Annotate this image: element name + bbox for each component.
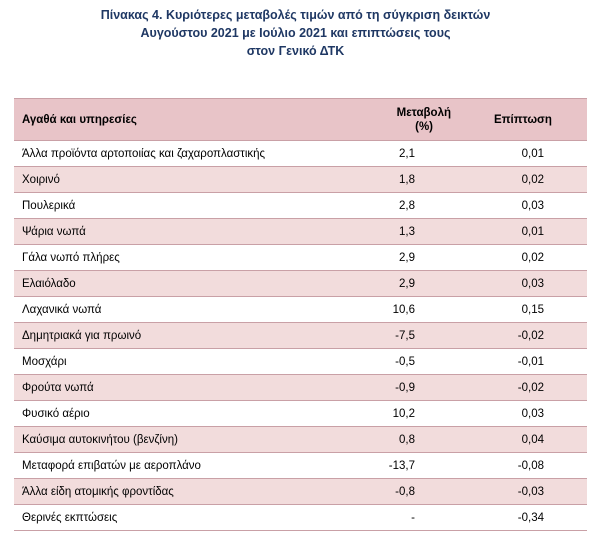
row-change-value: 1,8: [359, 167, 459, 193]
table-row: [14, 245, 587, 271]
row-impact-value: -0,03: [459, 479, 587, 505]
table-row: [14, 323, 587, 349]
row-impact-value: -0,02: [459, 375, 587, 401]
header-change-unit: (%): [415, 120, 433, 133]
row-item-name: Γάλα νωπό πλήρες: [14, 245, 359, 271]
caption-line-2: Αυγούστου 2021 με Ιούλιο 2021 και επιπτώσεις τους: [140, 26, 451, 40]
row-change-value: -13,7: [359, 453, 459, 479]
row-item-name: Ψάρια νωπά: [14, 219, 359, 245]
table-row: [14, 427, 587, 453]
row-change-value: -7,5: [359, 323, 459, 349]
table-row: [14, 271, 587, 297]
table-caption: [0, 6, 591, 60]
row-impact-value: 0,15: [459, 297, 587, 323]
row-change-value: 2,9: [359, 271, 459, 297]
row-impact-value: 0,02: [459, 245, 587, 271]
row-change-value: 2,9: [359, 245, 459, 271]
row-item-name: Θερινές εκπτώσεις: [14, 505, 359, 531]
row-impact-value: 0,04: [459, 427, 587, 453]
row-impact-value: 0,02: [459, 167, 587, 193]
row-change-value: -0,5: [359, 349, 459, 375]
row-change-value: -0,8: [359, 479, 459, 505]
row-change-value: 1,3: [359, 219, 459, 245]
row-item-name: Άλλα προϊόντα αρτοποιίας και ζαχαροπλαστικής: [14, 141, 359, 167]
table-body: [14, 141, 587, 531]
table-row: [14, 167, 587, 193]
row-impact-value: -0,08: [459, 453, 587, 479]
row-item-name: Χοιρινό: [14, 167, 359, 193]
row-impact-value: 0,01: [459, 141, 587, 167]
caption-line-1: Πίνακας 4. Κυριότερες μεταβολές τιμών από τη σύγκριση δεικτών: [100, 8, 491, 22]
row-item-name: Μοσχάρι: [14, 349, 359, 375]
header-impact: Επίπτωση: [459, 99, 587, 141]
row-impact-value: -0,02: [459, 323, 587, 349]
header-goods-services: Αγαθά και υπηρεσίες: [14, 99, 359, 141]
row-item-name: Φρούτα νωπά: [14, 375, 359, 401]
caption-line-3: στον Γενικό ΔΤΚ: [246, 44, 345, 58]
price-changes-table: [14, 98, 587, 531]
row-change-value: 10,6: [359, 297, 459, 323]
table-row: [14, 375, 587, 401]
header-change-label: Μεταβολή: [396, 106, 451, 119]
row-impact-value: -0,34: [459, 505, 587, 531]
row-change-value: -0,9: [359, 375, 459, 401]
header-change: [359, 99, 459, 141]
row-item-name: Καύσιμα αυτοκινήτου (βενζίνη): [14, 427, 359, 453]
table-row: [14, 505, 587, 531]
table-header-row: [14, 99, 587, 141]
row-change-value: 2,8: [359, 193, 459, 219]
table-row: [14, 193, 587, 219]
table-row: [14, 219, 587, 245]
row-change-value: 10,2: [359, 401, 459, 427]
row-impact-value: 0,03: [459, 193, 587, 219]
row-change-value: -: [359, 505, 459, 531]
table-row: [14, 453, 587, 479]
row-item-name: Μεταφορά επιβατών με αεροπλάνο: [14, 453, 359, 479]
table-row: [14, 401, 587, 427]
table-row: [14, 349, 587, 375]
row-change-value: 0,8: [359, 427, 459, 453]
row-item-name: Φυσικό αέριο: [14, 401, 359, 427]
row-impact-value: 0,01: [459, 219, 587, 245]
row-item-name: Ελαιόλαδο: [14, 271, 359, 297]
row-impact-value: 0,03: [459, 401, 587, 427]
row-item-name: Λαχανικά νωπά: [14, 297, 359, 323]
row-item-name: Δημητριακά για πρωινό: [14, 323, 359, 349]
row-change-value: 2,1: [359, 141, 459, 167]
row-item-name: Άλλα είδη ατομικής φροντίδας: [14, 479, 359, 505]
table-row: [14, 297, 587, 323]
table-row: [14, 479, 587, 505]
table-row: [14, 141, 587, 167]
row-impact-value: 0,03: [459, 271, 587, 297]
row-item-name: Πουλερικά: [14, 193, 359, 219]
row-impact-value: -0,01: [459, 349, 587, 375]
